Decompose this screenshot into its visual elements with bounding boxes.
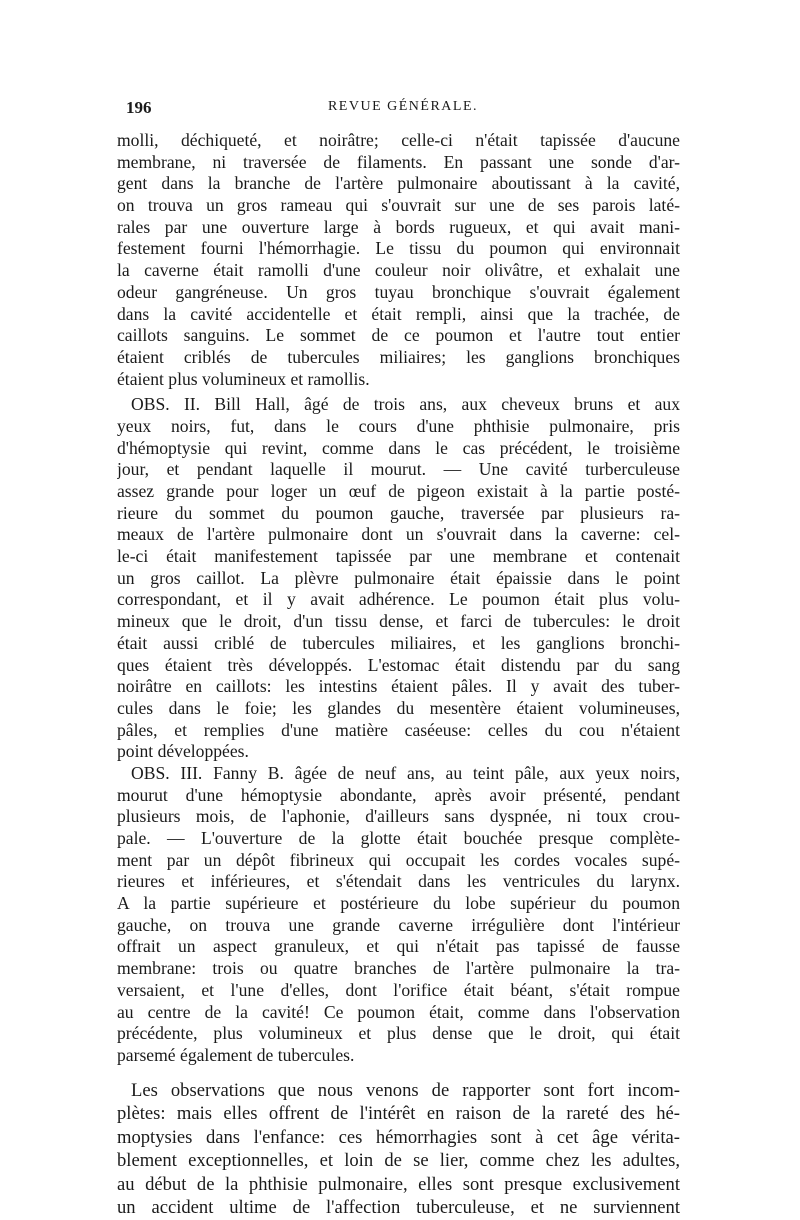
text-line: ques étaient très développés. L'estomac était distendu par du sang: [117, 654, 680, 675]
text-line: correspondant, et il y avait adhérence. Le poumon était plus volu-: [117, 589, 680, 610]
page-header: [126, 98, 680, 122]
text-line: plusieurs mois, de l'aphonie, d'ailleurs sans dyspnée, ni toux crou-: [117, 806, 680, 827]
text-line: cules dans le foie; les glandes du mesentère étaient volumineuses,: [117, 697, 680, 718]
text-line: dans la cavité accidentelle et était rempli, ainsi que la trachée, de: [117, 303, 680, 324]
running-head: REVUE GÉNÉRALE.: [327, 99, 479, 114]
observation-heading-line: OBS. II. Bill Hall, âgé de trois ans, aux cheveux bruns et aux: [131, 394, 680, 415]
text-line: on trouva un gros rameau qui s'ouvrait sur une de ses parois laté-: [117, 195, 680, 216]
text-line: la caverne était ramolli d'une couleur noir olivâtre, et exhalait une: [117, 260, 680, 281]
text-line: jour, et pendant laquelle il mourut. — Une cavité turberculeuse: [117, 459, 680, 480]
text-line: le-ci était manifestement tapissée par une membrane et contenait: [117, 546, 680, 567]
text-line: assez grande pour loger un œuf de pigeon existait à la partie posté-: [117, 481, 680, 501]
text-line: étaient criblés de tubercules miliaires; les ganglions bronchiques: [117, 346, 680, 367]
text-line: mourut d'une hémoptysie abondante, après avoir présenté, pendant: [117, 784, 680, 805]
text-line: membrane: trois ou quatre branches de l'artère pulmonaire la tra-: [117, 958, 680, 979]
observation-heading-line: OBS. III. Fanny B. âgée de neuf ans, au teint pâle, aux yeux noirs,: [131, 762, 680, 783]
text-line: au centre de la cavité! Ce poumon était, comme dans l'observation: [117, 1001, 680, 1022]
text-line: pale. — L'ouverture de la glotte était bouchée presque complète-: [117, 828, 680, 848]
text-line: A la partie supérieure et postérieure du lobe supérieur du poumon: [117, 893, 680, 914]
text-line: moptysies dans l'enfance: ces hémorrhagies sont à cet âge vérita-: [117, 1126, 680, 1148]
text-line: précédente, plus volumineux et plus dense que le droit, qui était: [117, 1023, 680, 1044]
paragraph-p2: [117, 394, 680, 763]
text-line: un accident ultime de l'affection tuberculeuse, et ne surviennent: [117, 1197, 680, 1219]
text-line: un gros caillot. La plèvre pulmonaire était épaissie dans le point: [117, 567, 680, 588]
text-line: pâles, et remplies d'une matière caséeuse: celles du cou n'étaient: [117, 719, 680, 740]
text-line: point développées.: [117, 741, 249, 762]
paragraph-p4: [117, 1079, 680, 1220]
text-line: mineux que le droit, d'un tissu dense, et farci de tubercules: le droit: [117, 611, 680, 632]
text-line: au début de la phthisie pulmonaire, elles sont presque exclusivement: [117, 1173, 680, 1195]
text-line: rales par une ouverture large à bords rugueux, et qui avait mani-: [117, 216, 680, 237]
text-line: étaient plus volumineux et ramollis.: [117, 368, 370, 389]
paragraph-p1: [117, 130, 680, 390]
text-line: gauche, on trouva une grande caverne irrégulière dont l'intérieur: [117, 914, 680, 935]
paragraph-p3: [117, 763, 680, 1067]
text-line: membrane, ni traversée de filaments. En passant une sonde d'ar-: [117, 151, 680, 172]
page-number: 196: [126, 98, 152, 117]
text-line: blement exceptionnelles, et loin de se lier, comme chez les adultes,: [117, 1150, 680, 1172]
text-line: Les observations que nous venons de rapporter sont fort incom-: [131, 1079, 680, 1101]
text-line: festement fourni l'hémorrhagie. Le tissu du poumon qui environnait: [117, 238, 680, 259]
text-line: molli, déchiqueté, et noirâtre; celle-ci n'était tapissée d'aucune: [117, 130, 680, 150]
text-line: odeur gangréneuse. Un gros tuyau bronchique s'ouvrait également: [117, 281, 680, 302]
text-line: plètes: mais elles offrent de l'intérêt en raison de la rareté des hé-: [117, 1103, 680, 1125]
text-line: gent dans la branche de l'artère pulmonaire aboutissant à la cavité,: [117, 173, 680, 194]
text-line: yeux noirs, fut, dans le cours d'une phthisie pulmonaire, pris: [117, 415, 680, 436]
text-line: noirâtre en caillots: les intestins étaient pâles. Il y avait des tuber-: [117, 676, 680, 697]
text-line: meaux de l'artère pulmonaire dont un s'ouvrait dans la caverne: cel-: [117, 524, 680, 545]
text-line: parsemé également de tubercules.: [117, 1044, 355, 1065]
text-line: d'hémoptysie qui revint, comme dans le cas précédent, le troisième: [117, 437, 680, 458]
text-line: versaient, et l'une d'elles, dont l'orifice était béant, s'était rompue: [117, 979, 680, 1000]
text-line: ment par un dépôt fibrineux qui occupait les cordes vocales supé-: [117, 849, 680, 870]
text-line: était aussi criblé de tubercules miliaires, et les ganglions bronchi-: [117, 632, 680, 653]
text-line: offrait un aspect granuleux, et qui n'était pas tapissé de fausse: [117, 936, 680, 957]
text-line: rieures et inférieures, et s'étendait dans les ventricules du larynx.: [117, 871, 680, 892]
text-line: caillots sanguins. Le sommet de ce poumon et l'autre tout entier: [117, 325, 680, 346]
body-text: [117, 130, 680, 1220]
text-line: rieure du sommet du poumon gauche, traversée par plusieurs ra-: [117, 502, 680, 523]
